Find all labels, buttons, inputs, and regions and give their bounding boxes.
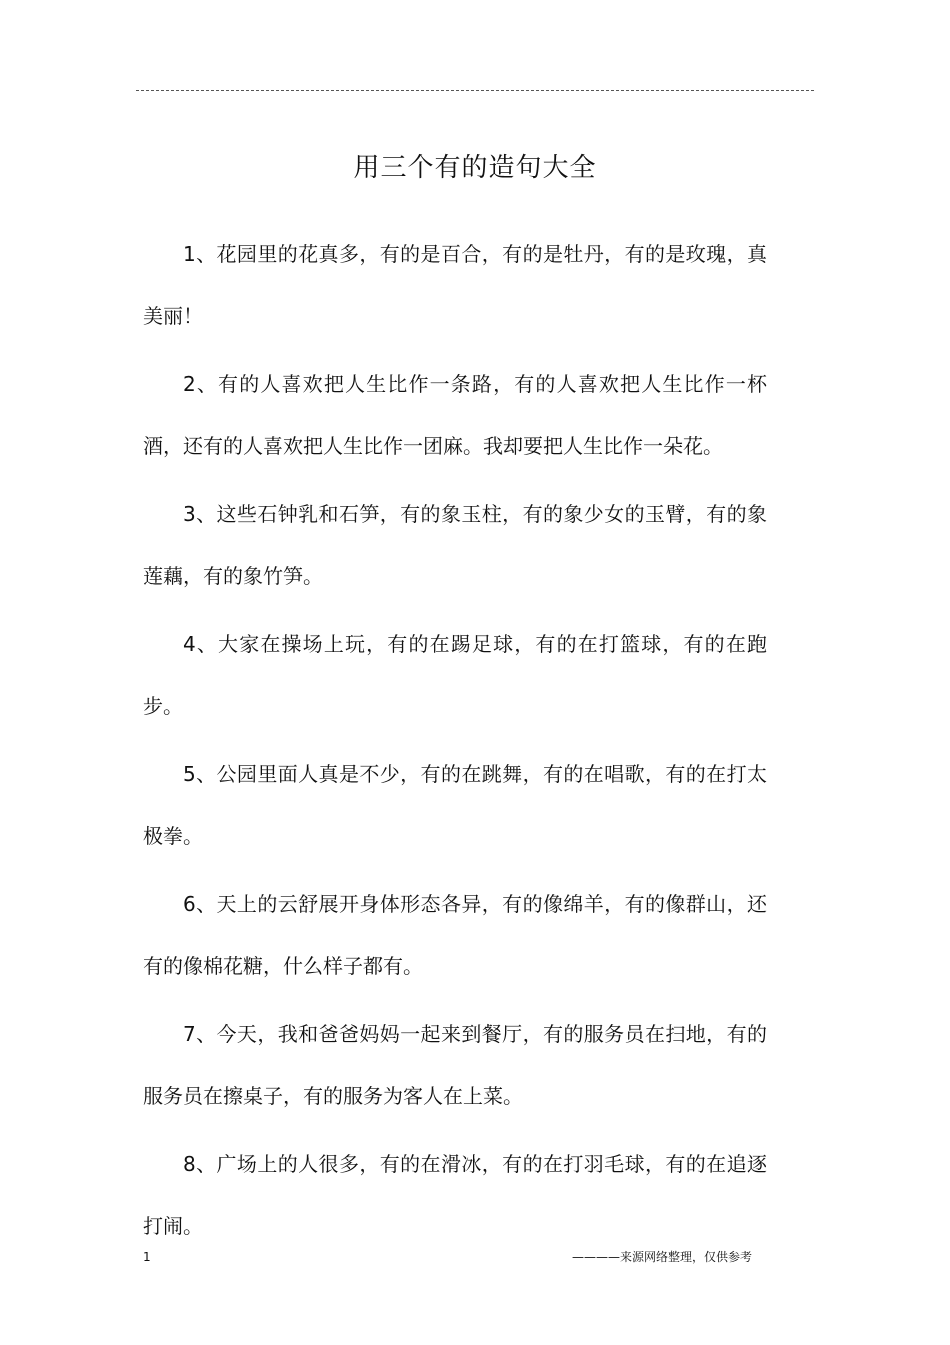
paragraph-4: 4、大家在操场上玩，有的在踢足球，有的在打篮球，有的在跑步。	[143, 632, 767, 718]
page-title: 用三个有的造句大全	[353, 153, 597, 183]
paragraph-5: 5、公园里面人真是不少，有的在跳舞，有的在唱歌，有的在打太极拳。	[143, 762, 767, 848]
paragraph-3: 3、这些石钟乳和石笋，有的象玉柱，有的象少女的玉臂，有的象莲藕，有的象竹笋。	[143, 502, 767, 588]
paragraph-8: 8、广场上的人很多，有的在滑冰，有的在打羽毛球，有的在追逐打闹。	[143, 1152, 767, 1238]
document-body	[143, 223, 767, 1263]
paragraph-2: 2、有的人喜欢把人生比作一条路，有的人喜欢把人生比作一杯酒，还有的人喜欢把人生比作一团麻。我却要把人生比作一朵花。	[143, 372, 767, 458]
paragraph-6: 6、天上的云舒展开身体形态各异，有的像绵羊，有的像群山，还有的像棉花糖，什么样子都有。	[143, 892, 767, 978]
paragraph-1: 1、花园里的花真多，有的是百合，有的是牡丹，有的是玫瑰，真美丽！	[143, 242, 767, 328]
page-number: 1	[143, 1250, 151, 1264]
paragraph-7: 7、今天，我和爸爸妈妈一起来到餐厅，有的服务员在扫地，有的服务员在擦桌子，有的服务为客人在上菜。	[143, 1022, 767, 1108]
source-note: ————来源网络整理，仅供参考	[571, 1250, 752, 1264]
header-divider	[136, 90, 814, 91]
